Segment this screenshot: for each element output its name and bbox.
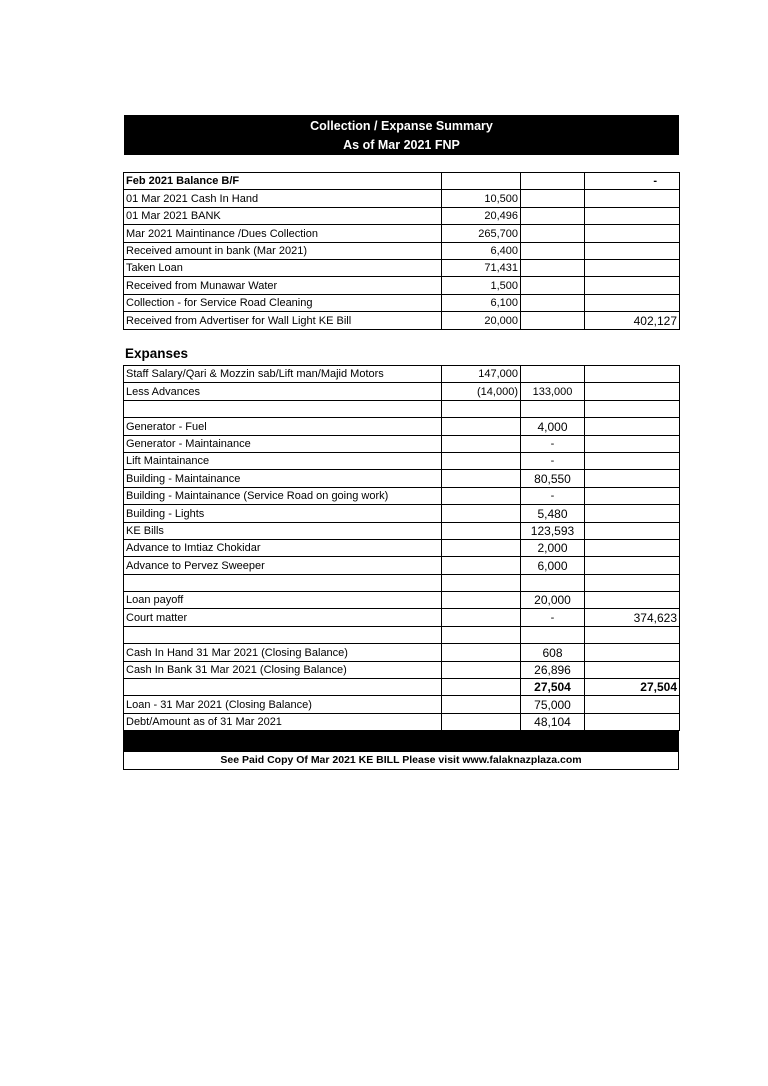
row-amount: 6,100 <box>442 294 521 311</box>
row-amount <box>442 452 521 469</box>
row-amount: 71,431 <box>442 259 521 276</box>
row-total <box>585 522 680 539</box>
row-subtotal <box>521 312 585 329</box>
row-total <box>585 452 680 469</box>
report-subtitle: As of Mar 2021 FNP <box>343 138 460 152</box>
row-total: 374,623 <box>585 609 680 626</box>
table-row <box>124 626 680 643</box>
row-subtotal: 26,896 <box>521 661 585 678</box>
row-label: Staff Salary/Qari & Mozzin sab/Lift man/Majid Motors <box>124 366 442 383</box>
row-label: Less Advances <box>124 383 442 400</box>
collection-table <box>123 172 680 330</box>
table-row <box>124 713 680 730</box>
row-subtotal: 123,593 <box>521 522 585 539</box>
row-label: 01 Mar 2021 BANK <box>124 207 442 224</box>
row-amount: 20,496 <box>442 207 521 224</box>
row-total <box>585 696 680 713</box>
row-amount <box>442 609 521 626</box>
row-label: Received amount in bank (Mar 2021) <box>124 242 442 259</box>
table-row <box>124 522 680 539</box>
row-amount <box>442 679 521 696</box>
row-total <box>585 626 680 643</box>
row-amount <box>442 557 521 574</box>
row-total <box>585 259 680 276</box>
row-subtotal: 5,480 <box>521 505 585 522</box>
row-subtotal <box>521 277 585 294</box>
row-amount <box>442 661 521 678</box>
row-amount <box>442 574 521 591</box>
table-row <box>124 661 680 678</box>
row-amount <box>442 418 521 435</box>
table-row <box>124 418 680 435</box>
row-label: Court matter <box>124 609 442 626</box>
row-total: 27,504 <box>585 679 680 696</box>
row-total <box>585 418 680 435</box>
row-total <box>585 400 680 417</box>
row-subtotal <box>521 366 585 383</box>
table-row <box>124 696 680 713</box>
row-label <box>124 679 442 696</box>
row-total <box>585 294 680 311</box>
row-subtotal: 133,000 <box>521 383 585 400</box>
expenses-table <box>123 365 680 731</box>
row-label <box>124 400 442 417</box>
row-total <box>585 644 680 661</box>
row-amount <box>442 713 521 730</box>
table-row <box>124 435 680 452</box>
table-row <box>124 592 680 609</box>
row-total <box>585 470 680 487</box>
row-subtotal: 4,000 <box>521 418 585 435</box>
table-row <box>124 644 680 661</box>
row-amount <box>442 435 521 452</box>
row-total <box>585 435 680 452</box>
table-row <box>124 400 680 417</box>
table-row <box>124 312 680 329</box>
row-label: Advance to Imtiaz Chokidar <box>124 539 442 556</box>
row-amount <box>442 470 521 487</box>
row-total: 402,127 <box>585 312 680 329</box>
row-total <box>585 277 680 294</box>
row-subtotal <box>521 294 585 311</box>
row-amount <box>442 626 521 643</box>
row-amount <box>442 400 521 417</box>
row-amount <box>442 505 521 522</box>
row-amount <box>442 696 521 713</box>
row-total <box>585 225 680 242</box>
table-row <box>124 452 680 469</box>
table-row <box>124 277 680 294</box>
row-subtotal: 27,504 <box>521 679 585 696</box>
row-amount <box>442 522 521 539</box>
table-row <box>124 505 680 522</box>
row-subtotal <box>521 242 585 259</box>
table-row <box>124 574 680 591</box>
row-amount <box>442 592 521 609</box>
row-total <box>585 383 680 400</box>
row-label: Building - Maintainance <box>124 470 442 487</box>
row-subtotal <box>521 190 585 207</box>
row-amount <box>442 487 521 504</box>
row-subtotal: 80,550 <box>521 470 585 487</box>
row-total: - <box>585 173 680 190</box>
table-row <box>124 294 680 311</box>
row-subtotal: - <box>521 609 585 626</box>
row-subtotal: - <box>521 487 585 504</box>
row-total <box>585 190 680 207</box>
row-label: Received from Advertiser for Wall Light KE Bill <box>124 312 442 329</box>
table-row <box>124 259 680 276</box>
row-subtotal: 48,104 <box>521 713 585 730</box>
row-total <box>585 366 680 383</box>
row-amount: 10,500 <box>442 190 521 207</box>
row-subtotal: 6,000 <box>521 557 585 574</box>
report-title-banner <box>124 115 679 155</box>
row-label: Advance to Pervez Sweeper <box>124 557 442 574</box>
row-label: Loan - 31 Mar 2021 (Closing Balance) <box>124 696 442 713</box>
row-total <box>585 487 680 504</box>
row-total <box>585 574 680 591</box>
row-subtotal: - <box>521 452 585 469</box>
table-row <box>124 470 680 487</box>
row-subtotal <box>521 207 585 224</box>
row-total <box>585 242 680 259</box>
row-amount: 6,400 <box>442 242 521 259</box>
row-subtotal: 75,000 <box>521 696 585 713</box>
row-subtotal <box>521 400 585 417</box>
row-label <box>124 626 442 643</box>
row-total <box>585 661 680 678</box>
row-label <box>124 574 442 591</box>
row-label: Mar 2021 Maintinance /Dues Collection <box>124 225 442 242</box>
row-label: Cash In Bank 31 Mar 2021 (Closing Balance) <box>124 661 442 678</box>
row-amount <box>442 644 521 661</box>
row-subtotal <box>521 259 585 276</box>
row-total <box>585 207 680 224</box>
expenses-heading: Expanses <box>125 346 189 361</box>
row-label: Lift Maintainance <box>124 452 442 469</box>
row-label: KE Bills <box>124 522 442 539</box>
table-row <box>124 366 680 383</box>
row-amount: 20,000 <box>442 312 521 329</box>
table-row <box>124 679 680 696</box>
black-separator-bar <box>123 730 679 752</box>
table-row <box>124 207 680 224</box>
row-label: 01 Mar 2021 Cash In Hand <box>124 190 442 207</box>
row-total <box>585 557 680 574</box>
row-label: Generator - Maintainance <box>124 435 442 452</box>
row-label: Loan payoff <box>124 592 442 609</box>
table-row <box>124 609 680 626</box>
row-subtotal <box>521 626 585 643</box>
row-label: Received from Munawar Water <box>124 277 442 294</box>
row-amount <box>442 539 521 556</box>
row-subtotal: - <box>521 435 585 452</box>
row-label: Collection - for Service Road Cleaning <box>124 294 442 311</box>
table-row <box>124 225 680 242</box>
table-row <box>124 539 680 556</box>
row-label: Generator - Fuel <box>124 418 442 435</box>
table-row <box>124 487 680 504</box>
row-label: Building - Maintainance (Service Road on going work) <box>124 487 442 504</box>
table-row <box>124 173 680 190</box>
row-subtotal: 608 <box>521 644 585 661</box>
footer-note: See Paid Copy Of Mar 2021 KE BILL Please visit www.falaknazplaza.com <box>123 752 679 770</box>
table-row <box>124 557 680 574</box>
row-amount: (14,000) <box>442 383 521 400</box>
report-title: Collection / Expanse Summary <box>310 119 493 133</box>
table-row <box>124 242 680 259</box>
row-amount: 147,000 <box>442 366 521 383</box>
row-subtotal <box>521 173 585 190</box>
row-total <box>585 592 680 609</box>
row-subtotal: 20,000 <box>521 592 585 609</box>
row-label: Feb 2021 Balance B/F <box>124 173 442 190</box>
table-row <box>124 383 680 400</box>
row-amount <box>442 173 521 190</box>
row-total <box>585 505 680 522</box>
row-label: Cash In Hand 31 Mar 2021 (Closing Balance) <box>124 644 442 661</box>
row-subtotal: 2,000 <box>521 539 585 556</box>
row-total <box>585 713 680 730</box>
row-subtotal <box>521 574 585 591</box>
row-label: Taken Loan <box>124 259 442 276</box>
row-label: Building - Lights <box>124 505 442 522</box>
row-amount: 265,700 <box>442 225 521 242</box>
row-label: Debt/Amount as of 31 Mar 2021 <box>124 713 442 730</box>
row-amount: 1,500 <box>442 277 521 294</box>
row-total <box>585 539 680 556</box>
table-row <box>124 190 680 207</box>
row-subtotal <box>521 225 585 242</box>
